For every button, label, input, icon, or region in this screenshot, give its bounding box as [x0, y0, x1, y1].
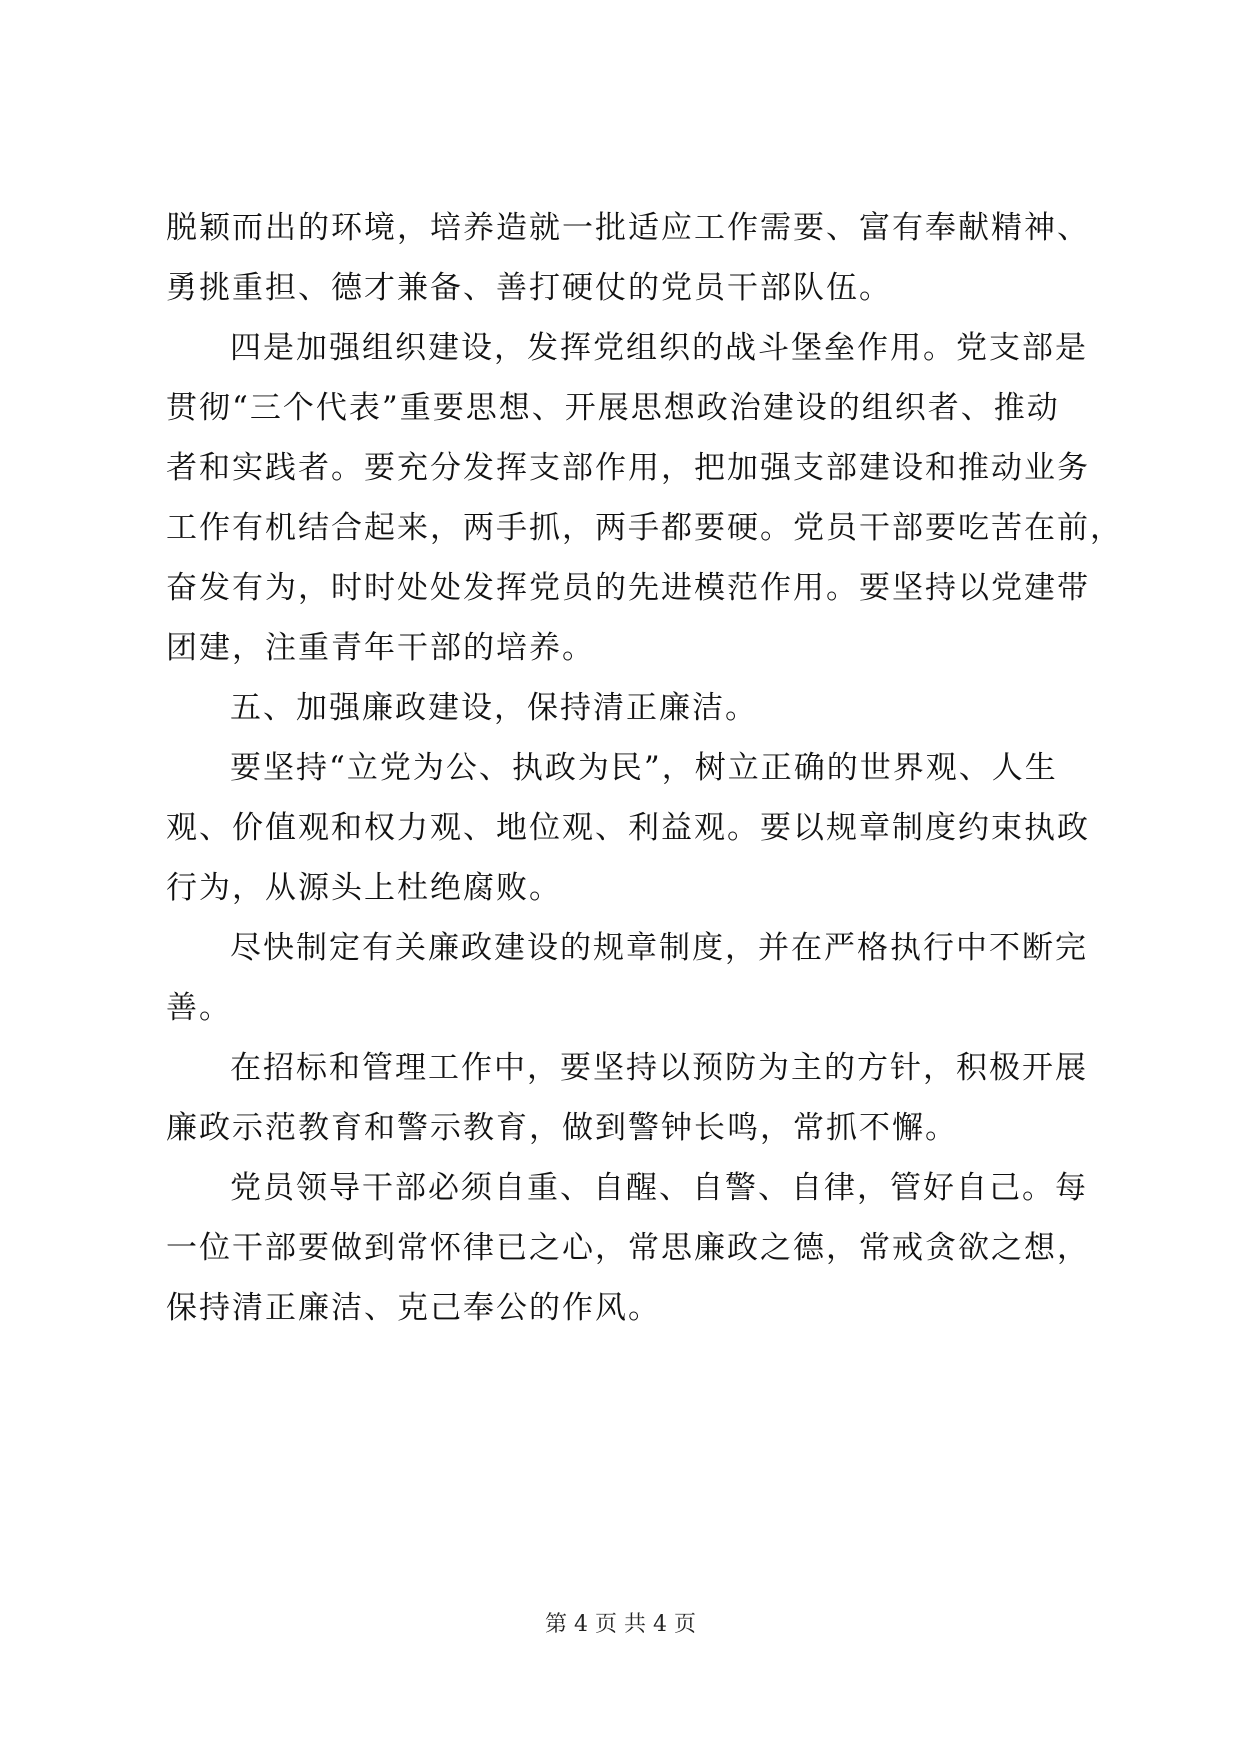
- body-text-line: 廉政示范教育和警示教育，做到警钟长鸣，常抓不懈。: [166, 1110, 958, 1146]
- body-text-line: 观、价值观和权力观、地位观、利益观。要以规章制度约束执政: [166, 810, 1090, 846]
- body-text-line: 团建，注重青年干部的培养。: [166, 630, 595, 666]
- paragraph-start-line: 在招标和管理工作中，要坚持以预防为主的方针，积极开展: [230, 1050, 1088, 1086]
- section-heading: 五、加强廉政建设，保持清正廉洁。: [230, 690, 758, 726]
- body-text-line: 行为，从源头上杜绝腐败。: [166, 870, 562, 906]
- body-text-line: 保持清正廉洁、克己奉公的作风。: [166, 1290, 661, 1326]
- paragraph-start-line: 四是加强组织建设，发挥党组织的战斗堡垒作用。党支部是: [230, 330, 1088, 366]
- body-text-line: 贯彻“三个代表”重要思想、开展思想政治建设的组织者、推动: [166, 390, 1060, 426]
- body-text-line: 者和实践者。要充分发挥支部作用，把加强支部建设和推动业务: [166, 450, 1090, 486]
- paragraph-start-line: 党员领导干部必须自重、自醒、自警、自律，管好自己。每: [230, 1170, 1088, 1206]
- body-text-line: 工作有机结合起来，两手抓，两手都要硬。党员干部要吃苦在前，: [166, 510, 1123, 546]
- body-text-line: 奋发有为，时时处处发挥党员的先进模范作用。要坚持以党建带: [166, 570, 1090, 606]
- page-number-footer: 第 4 页 共 4 页: [545, 1612, 696, 1637]
- body-text-line: 一位干部要做到常怀律已之心，常思廉政之德，常戒贪欲之想，: [166, 1230, 1090, 1266]
- paragraph-start-line: 要坚持“立党为公、执政为民”，树立正确的世界观、人生: [230, 750, 1058, 786]
- paragraph-start-line: 尽快制定有关廉政建设的规章制度，并在严格执行中不断完: [230, 930, 1088, 966]
- body-text-line: 脱颖而出的环境，培养造就一批适应工作需要、富有奉献精神、: [166, 210, 1090, 246]
- body-text-line: 勇挑重担、德才兼备、善打硬仗的党员干部队伍。: [166, 270, 892, 306]
- body-text-line: 善。: [166, 990, 232, 1026]
